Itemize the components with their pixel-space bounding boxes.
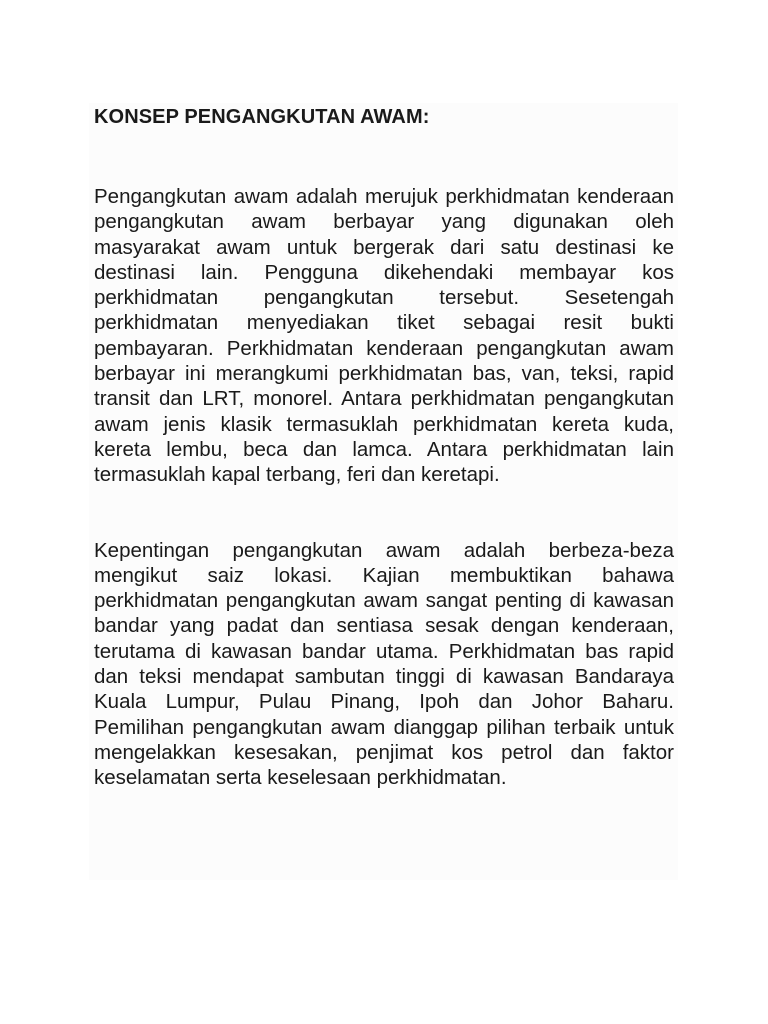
document-heading: KONSEP PENGANGKUTAN AWAM: (94, 106, 430, 128)
paragraph-public-transport-importance: Kepentingan pengangkutan awam adalah berbeza-beza mengikut saiz lokasi. Kajian membuktikan bahawa perkhidmatan pengangkutan awam sangat penting di kawasan bandar yang padat dan sentiasa sesak dengan kenderaan, terutama di kawasan bandar utama. Perkhidmatan bas rapid dan teksi mendapat sambutan tinggi di kawasan Bandaraya Kuala Lumpur, Pulau Pinang, Ipoh dan Johor Baharu. Pemilihan pengangkutan awam dianggap pilihan terbaik untuk mengelakkan kesesakan, penjimat kos petrol dan faktor keselamatan serta keselesaan perkhidmatan. (94, 538, 674, 790)
paragraph-public-transport-concept: Pengangkutan awam adalah merujuk perkhidmatan kenderaan pengangkutan awam berbayar yang digunakan oleh masyarakat awam untuk bergerak dari satu destinasi ke destinasi lain. Pengguna dikehendaki membayar kos perkhidmatan pengangkutan tersebut. Sesetengah perkhidmatan menyediakan tiket sebagai resit bukti pembayaran. Perkhidmatan kenderaan pengangkutan awam berbayar ini merangkumi perkhidmatan bas, van, teksi, rapid transit dan LRT, monorel. Antara perkhidmatan pengangkutan awam jenis klasik termasuklah perkhidmatan kereta kuda, kereta lembu, beca dan lamca. Antara perkhidmatan lain termasuklah kapal terbang, feri dan keretapi. (94, 185, 674, 487)
document-content (94, 104, 674, 791)
